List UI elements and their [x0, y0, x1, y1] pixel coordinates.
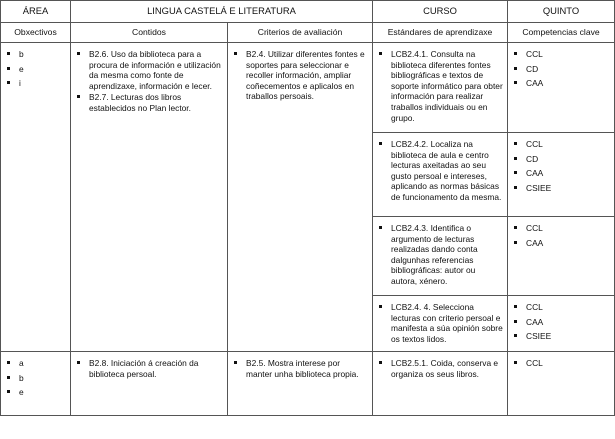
col-standards: Estándares de aprendizaxe — [373, 23, 508, 43]
competencies-cell — [508, 352, 615, 416]
col-contents: Contidos — [71, 23, 228, 43]
course-label: CURSO — [373, 1, 508, 23]
objectives-cell — [1, 43, 71, 352]
course-value: QUINTO — [508, 1, 615, 23]
standard-item: LCB2.4.3. Identifica o argumento de lecturas realizadas dando conta dalgunhas referencias bibliográficas: autor ou autora, xénero. — [391, 223, 503, 287]
subject-title: LINGUA CASTELÁ E LITERATURA — [71, 1, 373, 23]
standard-item: LCB2.4. 4. Selecciona lecturas con criterio persoal e manifesta a súa opinión sobre os textos lidos. — [391, 302, 503, 344]
competency-item: CCL — [526, 49, 610, 60]
standard-item: LCB2.4.1. Consulta na biblioteca diferentes fontes bibliográficas e textos de soporte informático para obter información para realizar traballos individuais ou en grupo. — [391, 49, 503, 123]
criterion-item: B2.4. Utilizar diferentes fontes e soportes para seleccionar e recoller información, ampliar coñecementos e aplicalos en traballos persoais. — [246, 49, 368, 102]
competency-item: CAA — [526, 78, 610, 89]
objective-item: e — [19, 387, 66, 398]
objective-item: e — [19, 64, 66, 75]
table-row — [1, 43, 615, 133]
competency-item: CSIEE — [526, 183, 610, 194]
col-criteria: Criterios de avaliación — [228, 23, 373, 43]
content-item: B2.7. Lecturas dos libros establecidos no Plan lector. — [89, 92, 223, 113]
objective-item: b — [19, 373, 66, 384]
col-objectives: Obxectivos — [1, 23, 71, 43]
objective-item: b — [19, 49, 66, 60]
competency-item: CCL — [526, 302, 610, 313]
content-item: B2.8. Iniciación á creación da biblioteca persoal. — [89, 358, 223, 379]
competencies-cell — [508, 296, 615, 352]
contents-cell — [71, 352, 228, 416]
contents-cell — [71, 43, 228, 352]
column-header-row — [1, 23, 615, 43]
standard-item: LCB2.5.1. Coida, conserva e organiza os seus libros. — [391, 358, 503, 379]
area-label: ÁREA — [1, 1, 71, 23]
competency-item: CSIEE — [526, 331, 610, 342]
objective-item: a — [19, 358, 66, 369]
competency-item: CD — [526, 154, 610, 165]
criteria-cell — [228, 43, 373, 352]
criterion-item: B2.5. Mostra interese por manter unha biblioteca propia. — [246, 358, 368, 379]
competency-item: CCL — [526, 139, 610, 150]
competencies-cell — [508, 133, 615, 217]
standard-cell — [373, 43, 508, 133]
standard-cell — [373, 133, 508, 217]
competency-item: CCL — [526, 223, 610, 234]
competencies-cell — [508, 217, 615, 296]
table-row — [1, 352, 615, 416]
objective-item: i — [19, 78, 66, 89]
competency-item: CAA — [526, 238, 610, 249]
content-item: B2.6. Uso da biblioteca para a procura de información e utilización da mesma como fonte de aprendizaxe, información e lecer. — [89, 49, 223, 91]
criteria-cell — [228, 352, 373, 416]
objectives-cell — [1, 352, 71, 416]
col-competencies: Competencias clave — [508, 23, 615, 43]
competency-item: CAA — [526, 317, 610, 328]
competencies-cell — [508, 43, 615, 133]
standard-cell — [373, 296, 508, 352]
standard-item: LCB2.4.2. Localiza na biblioteca de aula e centro lecturas axeitadas ao seu gusto persoal e intereses, aplicando as normas básicas de funcionamento da mesma. — [391, 139, 502, 202]
competency-item: CCL — [526, 358, 610, 369]
standard-cell — [373, 217, 508, 296]
standard-cell — [373, 352, 508, 416]
competency-item: CD — [526, 64, 610, 75]
competency-item: CAA — [526, 168, 610, 179]
header-row — [1, 1, 615, 23]
